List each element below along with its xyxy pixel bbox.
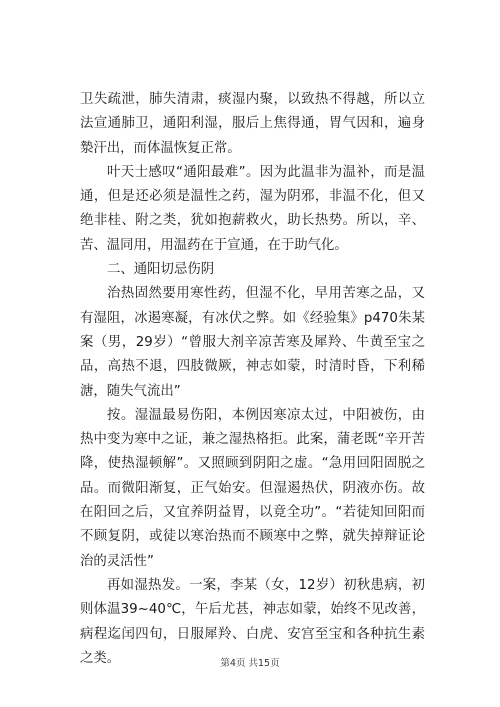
- section-heading: 二、通阳切忌伤阴: [107, 262, 215, 278]
- paragraph-1: 卫失疏泄，肺失清肃，痰湿内聚，以致热不得越，所以立法宣通肺卫，通阳利湿，服后上焦得通，胃气因和，遍身漐汗出，而体温恢复正常。: [80, 92, 425, 156]
- paragraph-4: 按。湿温最易伤阳，本例因寒凉太过，中阳被伤，由热中变为寒中之证，兼之湿热格拒。此案，蒲老既“辛开苦降，使热湿顿解”。又照顾到阴阳之虚。“急用回阳固脱之品。而微阳渐复，正气始安。但湿遏热伏，阴液亦伤。故在阳回之后，又宜养阴益胃，以竟全功”。“若徒知回阳而不顾复阴，或徒以寒治热而不顾寒中之弊，就失掉辩证论治的灵活性”: [80, 407, 425, 569]
- paragraph-5: 再如湿热发。一案，李某（女，12岁）初秋患病，初则体温39~40℃，午后尤甚，神志如蒙，始终不见改善，病程迄闰四旬，日服犀羚、白虎、安宫至宝和各种抗生素之类。: [80, 577, 425, 666]
- page-footer: 第4页 共15页: [220, 658, 280, 669]
- paragraph-3: 治热固然要用寒性药，但湿不化，早用苦寒之品，又有湿阻，冰遏寒凝，有冰伏之弊。如《经验集》p470朱某案（男，29岁）“曾服大剂辛凉苦寒及犀羚、牛黄至宝之品，高热不退，四肢微厥，神志如蒙，时清时昏，下利稀溏，随失气流出”: [80, 286, 425, 399]
- paragraph-2: 叶天士感叹“通阳最难”。因为此温非为温补，而是温通，但是还必须是温性之药，湿为阴邪，非温不化，但又绝非桂、附之类，犹如抱薪救火，助长热势。所以，辛、苦、温同用，用温药在于宣通，在于助气化。: [80, 164, 425, 253]
- page-body: [80, 88, 425, 671]
